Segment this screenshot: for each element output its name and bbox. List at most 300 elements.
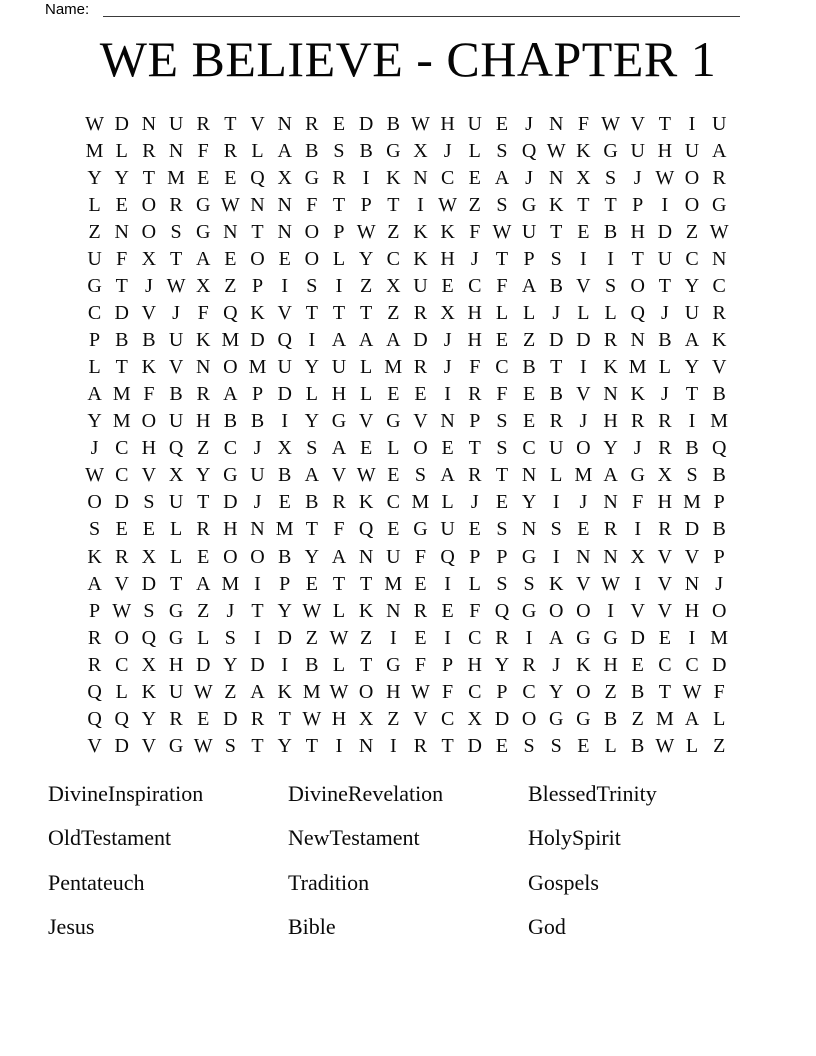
grid-cell: Q	[494, 599, 510, 622]
grid-cell: H	[603, 653, 618, 676]
grid-cell: P	[713, 491, 725, 514]
grid-cell: E	[387, 464, 400, 487]
grid-cell: A	[87, 572, 102, 595]
grid-cell: H	[467, 302, 482, 325]
grid-cell: R	[196, 113, 210, 135]
grid-cell: K	[413, 248, 428, 271]
grid-cell: X	[277, 167, 292, 190]
grid-cell: N	[603, 491, 618, 514]
grid-cell: Z	[305, 626, 318, 649]
grid-cell: A	[684, 707, 700, 730]
grid-cell: W	[193, 734, 213, 757]
grid-cell: H	[331, 383, 347, 406]
grid-cell: L	[468, 572, 481, 595]
grid-cell: V	[277, 302, 292, 325]
grid-cell: D	[549, 329, 564, 352]
grid-cell: E	[414, 626, 427, 649]
grid-row	[81, 111, 733, 138]
grid-cell: O	[413, 437, 428, 460]
grid-cell: H	[684, 599, 700, 622]
grid-cell: B	[142, 329, 156, 352]
grid-cell: J	[226, 599, 235, 622]
grid-cell: Q	[521, 140, 537, 163]
grid-cell: D	[630, 626, 645, 649]
grid-cell: Q	[87, 707, 102, 730]
grid-cell: A	[386, 329, 401, 352]
grid-cell: U	[684, 140, 700, 163]
grid-cell: I	[552, 545, 560, 568]
grid-cell: Z	[685, 221, 699, 244]
grid-cell: J	[525, 113, 533, 135]
grid-cell: E	[332, 113, 346, 135]
grid-cell: I	[688, 626, 696, 649]
grid-cell: U	[277, 356, 292, 379]
grid-cell: G	[87, 275, 102, 298]
grid-cell: W	[85, 464, 105, 487]
grid-cell: P	[360, 194, 372, 217]
grid-cell: S	[89, 518, 101, 541]
grid-cell: V	[87, 734, 102, 757]
grid-cell: R	[250, 707, 265, 730]
grid-cell: Y	[358, 248, 374, 271]
grid-cell: D	[657, 221, 673, 244]
grid-cell: N	[413, 167, 428, 190]
grid-cell: S	[496, 518, 508, 541]
grid-cell: L	[197, 626, 210, 649]
grid-cell: Z	[522, 329, 536, 352]
grid-cell: D	[467, 734, 482, 757]
grid-cell: I	[417, 194, 424, 217]
grid-cell: F	[116, 248, 128, 271]
grid-cell: W	[411, 113, 430, 135]
grid-row	[81, 516, 733, 543]
grid-cell: K	[711, 329, 727, 352]
grid-cell: S	[224, 734, 236, 757]
grid-cell: D	[576, 329, 591, 352]
grid-cell: K	[358, 599, 374, 622]
grid-cell: F	[306, 194, 318, 217]
grid-cell: I	[335, 275, 343, 298]
grid-row	[81, 408, 733, 435]
grid-cell: S	[604, 275, 617, 298]
grid-cell: Y	[549, 680, 564, 703]
grid-cell: T	[169, 572, 183, 595]
grid-cell: M	[683, 491, 701, 514]
grid-cell: O	[141, 221, 157, 244]
grid-cell: R	[658, 410, 672, 433]
grid-cell: K	[603, 356, 618, 379]
grid-cell: C	[495, 356, 509, 379]
grid-cell: U	[521, 221, 537, 244]
grid-cell: T	[224, 113, 237, 135]
grid-cell: Z	[713, 734, 726, 757]
grid-cell: B	[305, 140, 319, 163]
grid-cell: B	[549, 383, 563, 406]
grid-cell: B	[359, 140, 373, 163]
grid-cell: C	[440, 167, 455, 190]
grid-row	[81, 462, 733, 489]
name-label: Name:	[45, 1, 90, 18]
grid-cell: O	[114, 626, 129, 649]
grid-cell: X	[386, 275, 401, 298]
grid-cell: S	[496, 410, 508, 433]
grid-cell: A	[223, 383, 238, 406]
grid-cell: O	[549, 599, 564, 622]
grid-cell: B	[386, 113, 400, 135]
grid-cell: M	[167, 167, 185, 190]
grid-cell: N	[114, 221, 129, 244]
grid-cell: Q	[87, 680, 102, 703]
grid-cell: W	[329, 680, 349, 703]
grid-cell: M	[275, 518, 294, 541]
grid-row	[81, 246, 733, 273]
grid-row	[81, 327, 733, 354]
grid-cell: G	[521, 599, 537, 622]
grid-cell: B	[712, 464, 726, 487]
grid-cell: N	[141, 113, 157, 135]
grid-cell: V	[657, 572, 673, 595]
grid-cell: B	[712, 383, 726, 406]
grid-cell: R	[658, 437, 672, 460]
grid-cell: F	[469, 599, 481, 622]
grid-cell: L	[332, 248, 346, 271]
word-search-grid	[81, 111, 733, 760]
grid-cell: G	[413, 518, 428, 541]
grid-cell: E	[522, 383, 536, 406]
grid-cell: C	[440, 707, 455, 730]
grid-cell: B	[685, 437, 699, 460]
grid-cell: U	[250, 464, 265, 487]
grid-row	[81, 381, 733, 408]
grid-cell: D	[250, 653, 265, 676]
grid-cell: Q	[114, 707, 129, 730]
grid-cell: A	[521, 275, 537, 298]
grid-cell: K	[576, 653, 591, 676]
grid-cell: O	[250, 545, 265, 568]
grid-cell: U	[684, 302, 700, 325]
grid-cell: Y	[494, 653, 510, 676]
grid-cell: M	[574, 464, 593, 487]
grid-cell: Y	[223, 653, 238, 676]
grid-cell: F	[414, 653, 427, 676]
grid-cell: N	[549, 113, 564, 135]
grid-cell: I	[254, 572, 261, 595]
grid-row	[81, 598, 733, 625]
grid-cell: A	[195, 572, 211, 595]
grid-cell: C	[522, 437, 536, 460]
grid-cell: L	[604, 734, 617, 757]
grid-cell: T	[115, 275, 128, 298]
grid-cell: J	[552, 653, 561, 676]
grid-cell: U	[440, 518, 455, 541]
grid-cell: Y	[195, 464, 211, 487]
grid-cell: L	[360, 383, 373, 406]
grid-cell: R	[413, 734, 428, 757]
word-item: Bible	[288, 914, 336, 940]
grid-cell: C	[223, 437, 238, 460]
grid-cell: O	[684, 194, 700, 217]
grid-cell: V	[141, 302, 157, 325]
grid-cell: Q	[250, 167, 265, 190]
grid-cell: T	[685, 383, 699, 406]
grid-cell: B	[305, 491, 319, 514]
grid-cell: N	[358, 734, 374, 757]
grid-cell: V	[576, 275, 591, 298]
grid-cell: R	[413, 356, 428, 379]
grid-cell: E	[658, 626, 671, 649]
grid-cell: G	[711, 194, 727, 217]
grid-cell: O	[576, 680, 591, 703]
grid-cell: G	[521, 545, 537, 568]
grid-cell: J	[633, 437, 642, 460]
grid-cell: H	[440, 248, 455, 271]
grid-cell: S	[550, 248, 562, 271]
grid-cell: P	[333, 221, 345, 244]
grid-cell: T	[360, 302, 373, 325]
grid-cell: O	[576, 599, 591, 622]
word-item: God	[528, 914, 566, 940]
grid-cell: T	[332, 194, 346, 217]
grid-cell: Z	[360, 275, 373, 298]
word-item: NewTestament	[288, 825, 420, 851]
grid-cell: E	[577, 734, 590, 757]
grid-row	[81, 219, 733, 246]
grid-cell: Y	[141, 707, 157, 730]
grid-cell: N	[630, 329, 645, 352]
grid-cell: M	[85, 140, 104, 163]
grid-cell: X	[141, 248, 157, 271]
grid-cell: T	[305, 302, 318, 325]
grid-cell: T	[631, 248, 644, 271]
grid-row	[81, 679, 733, 706]
grid-cell: D	[114, 113, 129, 135]
grid-cell: E	[278, 491, 291, 514]
grid-cell: M	[710, 626, 729, 649]
grid-cell: L	[713, 707, 726, 730]
grid-cell: S	[496, 437, 508, 460]
grid-cell: D	[711, 653, 727, 676]
grid-cell: J	[660, 383, 669, 406]
grid-cell: T	[441, 734, 454, 757]
grid-cell: O	[304, 221, 320, 244]
grid-cell: U	[168, 680, 184, 703]
grid-cell: M	[221, 329, 240, 352]
grid-cell: W	[112, 599, 132, 622]
grid-cell: Z	[387, 707, 400, 730]
grid-cell: G	[576, 707, 591, 730]
grid-cell: A	[684, 329, 700, 352]
grid-cell: W	[85, 113, 105, 135]
grid-cell: E	[115, 518, 128, 541]
grid-cell: L	[115, 680, 128, 703]
grid-cell: C	[712, 275, 726, 298]
grid-cell: Q	[168, 437, 184, 460]
grid-cell: Y	[304, 356, 320, 379]
grid-cell: R	[413, 302, 428, 325]
grid-cell: V	[657, 545, 673, 568]
grid-cell: A	[549, 626, 564, 649]
grid-cell: F	[414, 545, 427, 568]
grid-cell: K	[141, 680, 157, 703]
grid-cell: X	[576, 167, 591, 190]
grid-cell: V	[413, 410, 428, 433]
grid-cell: H	[467, 653, 482, 676]
grid-cell: L	[441, 491, 454, 514]
grid-cell: P	[251, 275, 264, 298]
grid-row	[81, 354, 733, 381]
grid-cell: L	[685, 734, 699, 757]
grid-cell: C	[685, 248, 699, 271]
grid-cell: W	[682, 680, 702, 703]
grid-cell: P	[442, 653, 454, 676]
grid-cell: T	[169, 248, 183, 271]
grid-cell: K	[277, 680, 292, 703]
grid-cell: O	[223, 356, 238, 379]
grid-cell: R	[468, 383, 482, 406]
grid-cell: R	[712, 302, 726, 325]
grid-cell: I	[525, 626, 533, 649]
grid-cell: T	[305, 518, 318, 541]
grid-cell: C	[658, 653, 672, 676]
grid-cell: N	[386, 599, 401, 622]
grid-cell: J	[443, 329, 452, 352]
grid-cell: P	[496, 680, 508, 703]
grid-cell: M	[112, 410, 131, 433]
grid-cell: H	[386, 680, 401, 703]
grid-cell: L	[332, 599, 346, 622]
grid-cell: V	[657, 599, 673, 622]
grid-cell: E	[387, 518, 400, 541]
grid-cell: L	[88, 356, 101, 379]
grid-cell: E	[197, 545, 210, 568]
grid-cell: S	[496, 194, 508, 217]
grid-cell: Q	[358, 518, 374, 541]
grid-cell: W	[302, 707, 322, 730]
word-item: OldTestament	[48, 825, 172, 851]
grid-cell: I	[281, 410, 288, 433]
grid-cell: C	[468, 626, 482, 649]
grid-cell: N	[195, 356, 211, 379]
grid-cell: B	[305, 653, 319, 676]
grid-row	[81, 652, 733, 679]
grid-cell: R	[169, 194, 183, 217]
grid-cell: F	[469, 221, 481, 244]
grid-cell: H	[603, 410, 618, 433]
grid-cell: M	[411, 491, 430, 514]
grid-cell: I	[254, 626, 261, 649]
grid-cell: U	[467, 113, 482, 135]
grid-cell: A	[331, 437, 347, 460]
grid-cell: J	[172, 302, 180, 325]
grid-cell: Z	[88, 221, 101, 244]
grid-cell: H	[657, 140, 673, 163]
grid-cell: X	[358, 707, 374, 730]
grid-cell: M	[628, 356, 647, 379]
grid-cell: H	[141, 437, 157, 460]
grid-cell: P	[523, 248, 535, 271]
grid-cell: A	[603, 464, 618, 487]
grid-cell: J	[470, 491, 479, 514]
grid-cell: S	[496, 572, 508, 595]
grid-cell: O	[87, 491, 102, 514]
grid-cell: N	[711, 248, 727, 271]
grid-cell: I	[634, 518, 642, 541]
word-list	[48, 779, 768, 942]
grid-cell: G	[521, 194, 537, 217]
grid-cell: V	[630, 599, 645, 622]
grid-cell: E	[631, 653, 644, 676]
grid-cell: L	[658, 356, 671, 379]
grid-cell: T	[360, 572, 373, 595]
grid-cell: V	[413, 707, 428, 730]
grid-cell: U	[386, 545, 401, 568]
grid-cell: V	[576, 572, 591, 595]
grid-cell: J	[443, 356, 452, 379]
grid-cell: N	[521, 464, 537, 487]
grid-row	[81, 625, 733, 652]
grid-cell: Z	[197, 599, 210, 622]
grid-cell: O	[141, 194, 157, 217]
grid-cell: I	[444, 626, 451, 649]
grid-cell: Z	[224, 680, 237, 703]
grid-cell: H	[440, 113, 455, 135]
grid-cell: F	[333, 518, 345, 541]
grid-cell: O	[630, 275, 645, 298]
grid-cell: J	[525, 167, 533, 190]
grid-cell: E	[224, 248, 237, 271]
grid-cell: E	[468, 167, 481, 190]
grid-cell: K	[141, 356, 157, 379]
grid-cell: W	[438, 194, 458, 217]
grid-cell: Y	[114, 167, 129, 190]
grid-cell: T	[658, 275, 671, 298]
grid-cell: B	[603, 221, 618, 244]
grid-cell: R	[413, 599, 428, 622]
grid-cell: E	[441, 599, 454, 622]
grid-cell: P	[713, 545, 725, 568]
grid-cell: R	[603, 518, 618, 541]
grid-cell: J	[715, 572, 724, 595]
grid-cell: W	[655, 167, 675, 190]
grid-cell: B	[115, 329, 129, 352]
grid-cell: N	[223, 221, 238, 244]
grid-row	[81, 544, 733, 571]
grid-cell: B	[603, 707, 618, 730]
grid-cell: Y	[684, 275, 700, 298]
grid-cell: H	[630, 221, 645, 244]
grid-cell: A	[440, 464, 455, 487]
grid-cell: G	[630, 464, 645, 487]
grid-cell: K	[413, 221, 428, 244]
grid-cell: I	[281, 653, 288, 676]
grid-cell: I	[580, 248, 587, 271]
grid-cell: K	[87, 545, 102, 568]
grid-cell: N	[168, 140, 184, 163]
grid-cell: E	[197, 707, 210, 730]
grid-cell: A	[277, 140, 292, 163]
grid-row	[81, 138, 733, 165]
grid-cell: V	[684, 545, 700, 568]
grid-cell: Y	[304, 410, 320, 433]
grid-cell: J	[579, 491, 588, 514]
grid-cell: L	[550, 464, 563, 487]
grid-cell: X	[195, 275, 211, 298]
grid-cell: J	[660, 302, 669, 325]
grid-cell: N	[603, 383, 618, 406]
grid-cell: P	[496, 545, 508, 568]
grid-cell: O	[684, 167, 700, 190]
grid-cell: D	[277, 626, 292, 649]
